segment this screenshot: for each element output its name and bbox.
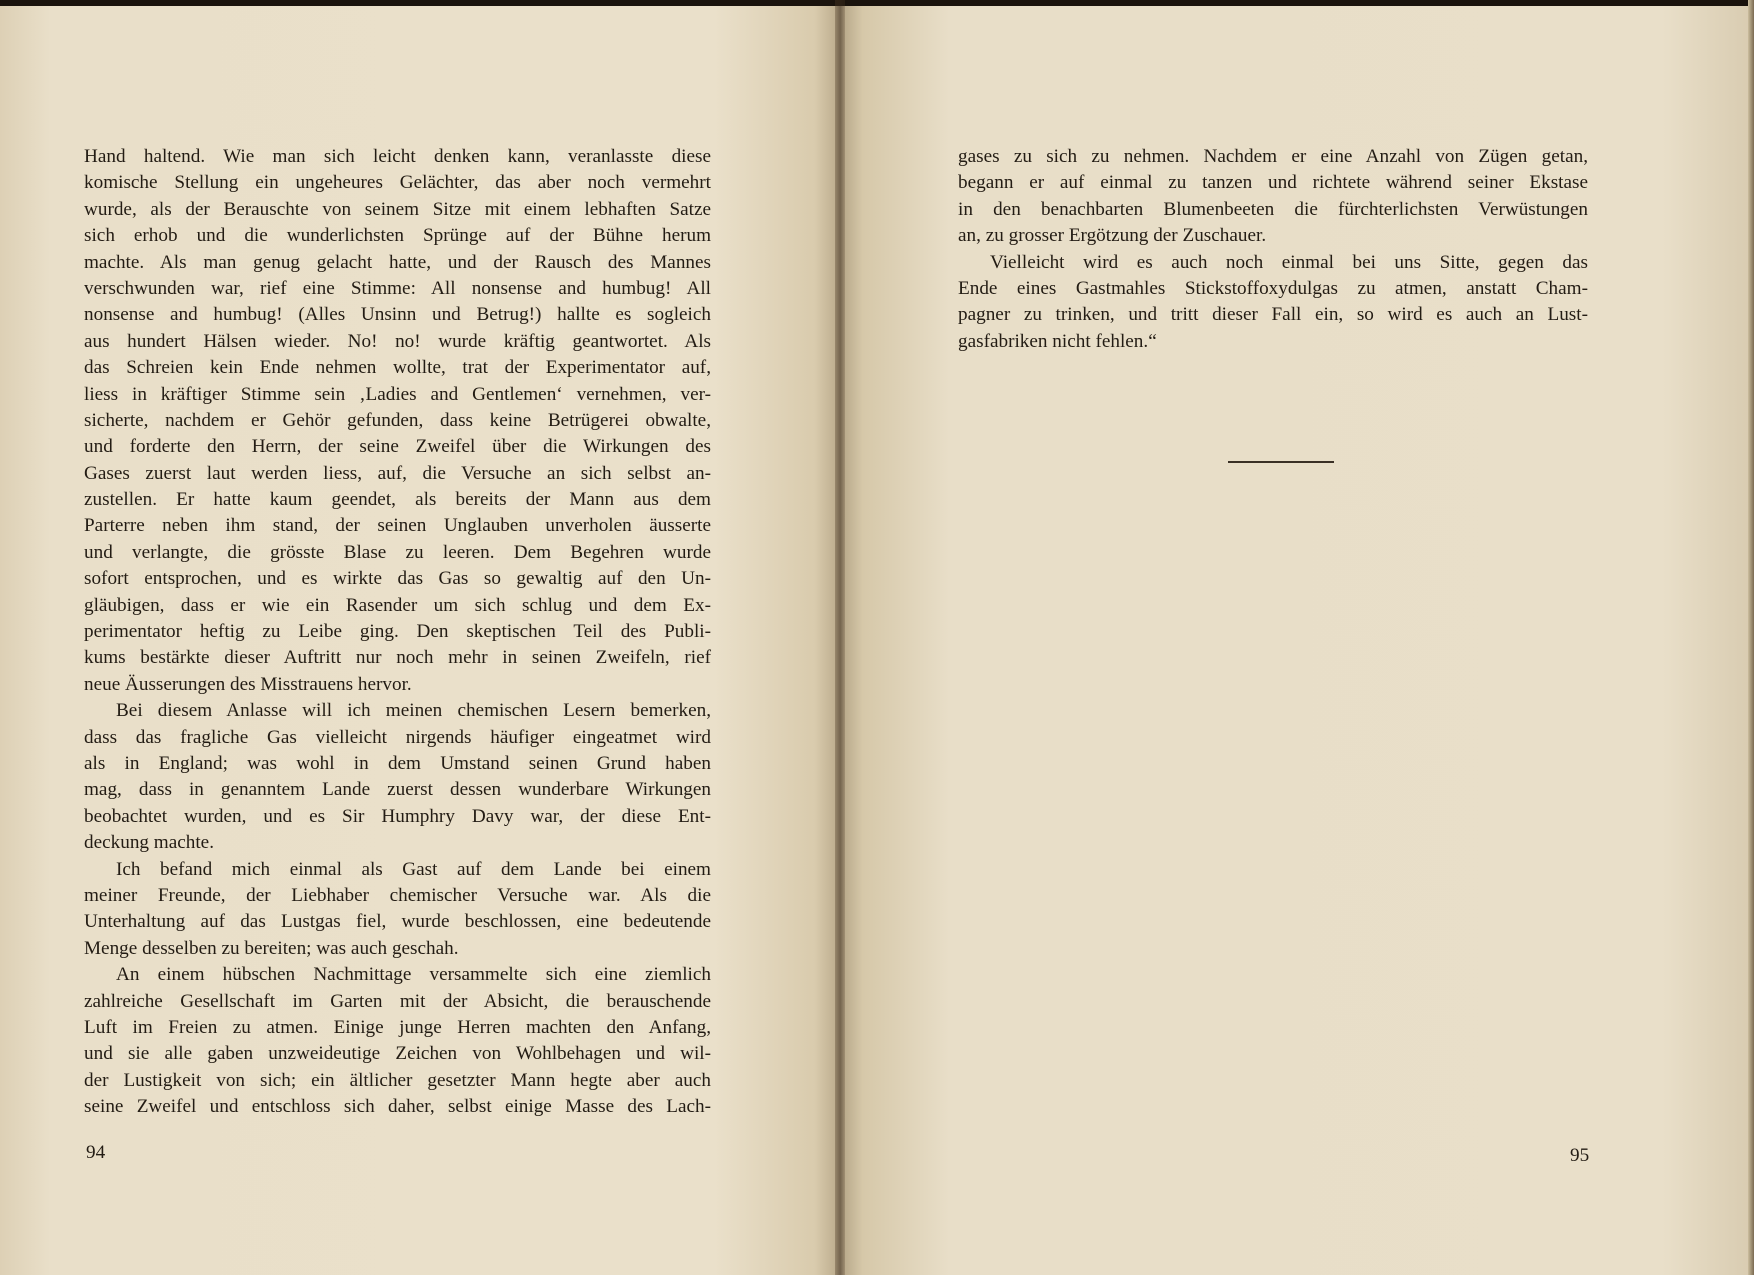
text-line: Hand haltend. Wie man sich leicht denken kann, veranlasste diese: [84, 146, 711, 167]
text-line: An einem hübschen Nachmittage versammelte sich eine ziemlich: [116, 964, 711, 986]
text-line: Luft im Freien zu atmen. Einige junge Herren machten den Anfang,: [84, 1016, 711, 1038]
text-line: und sie alle gaben unzweideutige Zeichen von Wohlbehagen und wil-: [84, 1043, 711, 1065]
text-line: und forderte den Herrn, der seine Zweifel über die Wirkungen des: [84, 436, 711, 458]
text-line: gases zu sich zu nehmen. Nachdem er eine Anzahl von Zügen getan,: [958, 146, 1588, 167]
text-line: in den benachbarten Blumenbeeten die fürchterlichsten Verwüstungen: [958, 198, 1588, 220]
text-line: begann er auf einmal zu tanzen und richtete während seiner Ekstase: [958, 172, 1588, 194]
text-line: zustellen. Er hatte kaum geendet, als bereits der Mann aus dem: [84, 489, 711, 511]
right-page-text: [958, 144, 1588, 355]
text-line: beobachtet wurden, und es Sir Humphry Davy war, der diese Ent-: [84, 805, 711, 827]
text-line: deckung machte.: [84, 832, 214, 854]
right-edge: [1748, 0, 1754, 1275]
left-page-text: [84, 144, 711, 1120]
text-line: aus hundert Hälsen wieder. No! no! wurde kräftig geantwortet. Als: [84, 330, 711, 352]
text-line: Bei diesem Anlasse will ich meinen chemischen Lesern bemerken,: [116, 700, 711, 722]
text-line: sofort entsprochen, und es wirkte das Gas so gewaltig auf den Un-: [84, 568, 711, 590]
text-line: gläubigen, dass er wie ein Rasender um sich schlug und dem Ex-: [84, 594, 711, 616]
text-line: Menge desselben zu bereiten; was auch geschah.: [84, 937, 459, 959]
text-line: Unterhaltung auf das Lustgas fiel, wurde beschlossen, eine bedeutende: [84, 911, 711, 933]
text-line: an, zu grosser Ergötzung der Zuschauer.: [958, 225, 1267, 247]
text-line: machte. Als man genug gelacht hatte, und der Rausch des Mannes: [84, 251, 711, 273]
section-separator-rule: [1228, 461, 1334, 463]
text-line: das Schreien kein Ende nehmen wollte, trat der Experimentator auf,: [84, 357, 711, 379]
book-gutter: [835, 0, 845, 1275]
text-line: und verlangte, die grösste Blase zu leeren. Dem Begehren wurde: [84, 541, 711, 563]
text-line: neue Äusserungen des Misstrauens hervor.: [84, 673, 412, 695]
text-line: Gases zuerst laut werden liess, auf, die Versuche an sich selbst an-: [84, 462, 711, 484]
text-line: sicherte, nachdem er Gehör gefunden, dass keine Betrügerei obwalte,: [84, 409, 711, 431]
text-line: wurde, als der Berauschte von seinem Sitze mit einem lebhaften Satze: [84, 198, 711, 220]
text-line: Ende eines Gastmahles Stickstoffoxydulgas zu atmen, anstatt Cham-: [958, 277, 1588, 299]
text-line: meiner Freunde, der Liebhaber chemischer Versuche war. Als die: [84, 884, 711, 906]
text-line: liess in kräftiger Stimme sein ‚Ladies and Gentlemen‘ vernehmen, ver-: [84, 383, 711, 405]
text-line: seine Zweifel und entschloss sich daher, selbst einige Masse des Lach-: [84, 1096, 711, 1118]
text-line: Ich befand mich einmal als Gast auf dem Lande bei einem: [116, 858, 711, 880]
text-line: als in England; was wohl in dem Umstand seinen Grund haben: [84, 752, 711, 774]
page-number-right: 95: [1570, 1145, 1590, 1166]
text-line: gasfabriken nicht fehlen.“: [958, 330, 1157, 352]
text-line: dass das fragliche Gas vielleicht nirgends häufiger eingeatmet wird: [84, 726, 711, 748]
page-number-left: 94: [86, 1142, 106, 1163]
text-line: komische Stellung ein ungeheures Gelächter, das aber noch vermehrt: [84, 172, 711, 194]
text-line: kums bestärkte dieser Auftritt nur noch mehr in seinen Zweifeln, rief: [84, 647, 711, 669]
text-line: zahlreiche Gesellschaft im Garten mit der Absicht, die berauschende: [84, 990, 711, 1012]
text-line: mag, dass in genanntem Lande zuerst dessen wunderbare Wirkungen: [84, 779, 711, 801]
text-line: verschwunden war, rief eine Stimme: All nonsense and humbug! All: [84, 277, 711, 299]
text-line: pagner zu trinken, und tritt dieser Fall ein, so wird es auch an Lust-: [958, 304, 1588, 326]
text-line: nonsense and humbug! (Alles Unsinn und Betrug!) hallte es sogleich: [84, 304, 711, 326]
text-line: sich erhob und die wunderlichsten Sprünge auf der Bühne herum: [84, 225, 711, 247]
text-line: Vielleicht wird es auch noch einmal bei uns Sitte, gegen das: [990, 251, 1588, 273]
text-line: der Lustigkeit von sich; ein ältlicher gesetzter Mann hegte aber auch: [84, 1069, 711, 1091]
text-line: perimentator heftig zu Leibe ging. Den skeptischen Teil des Publi-: [84, 621, 711, 643]
text-line: Parterre neben ihm stand, der seinen Unglauben unverholen äusserte: [84, 515, 711, 537]
